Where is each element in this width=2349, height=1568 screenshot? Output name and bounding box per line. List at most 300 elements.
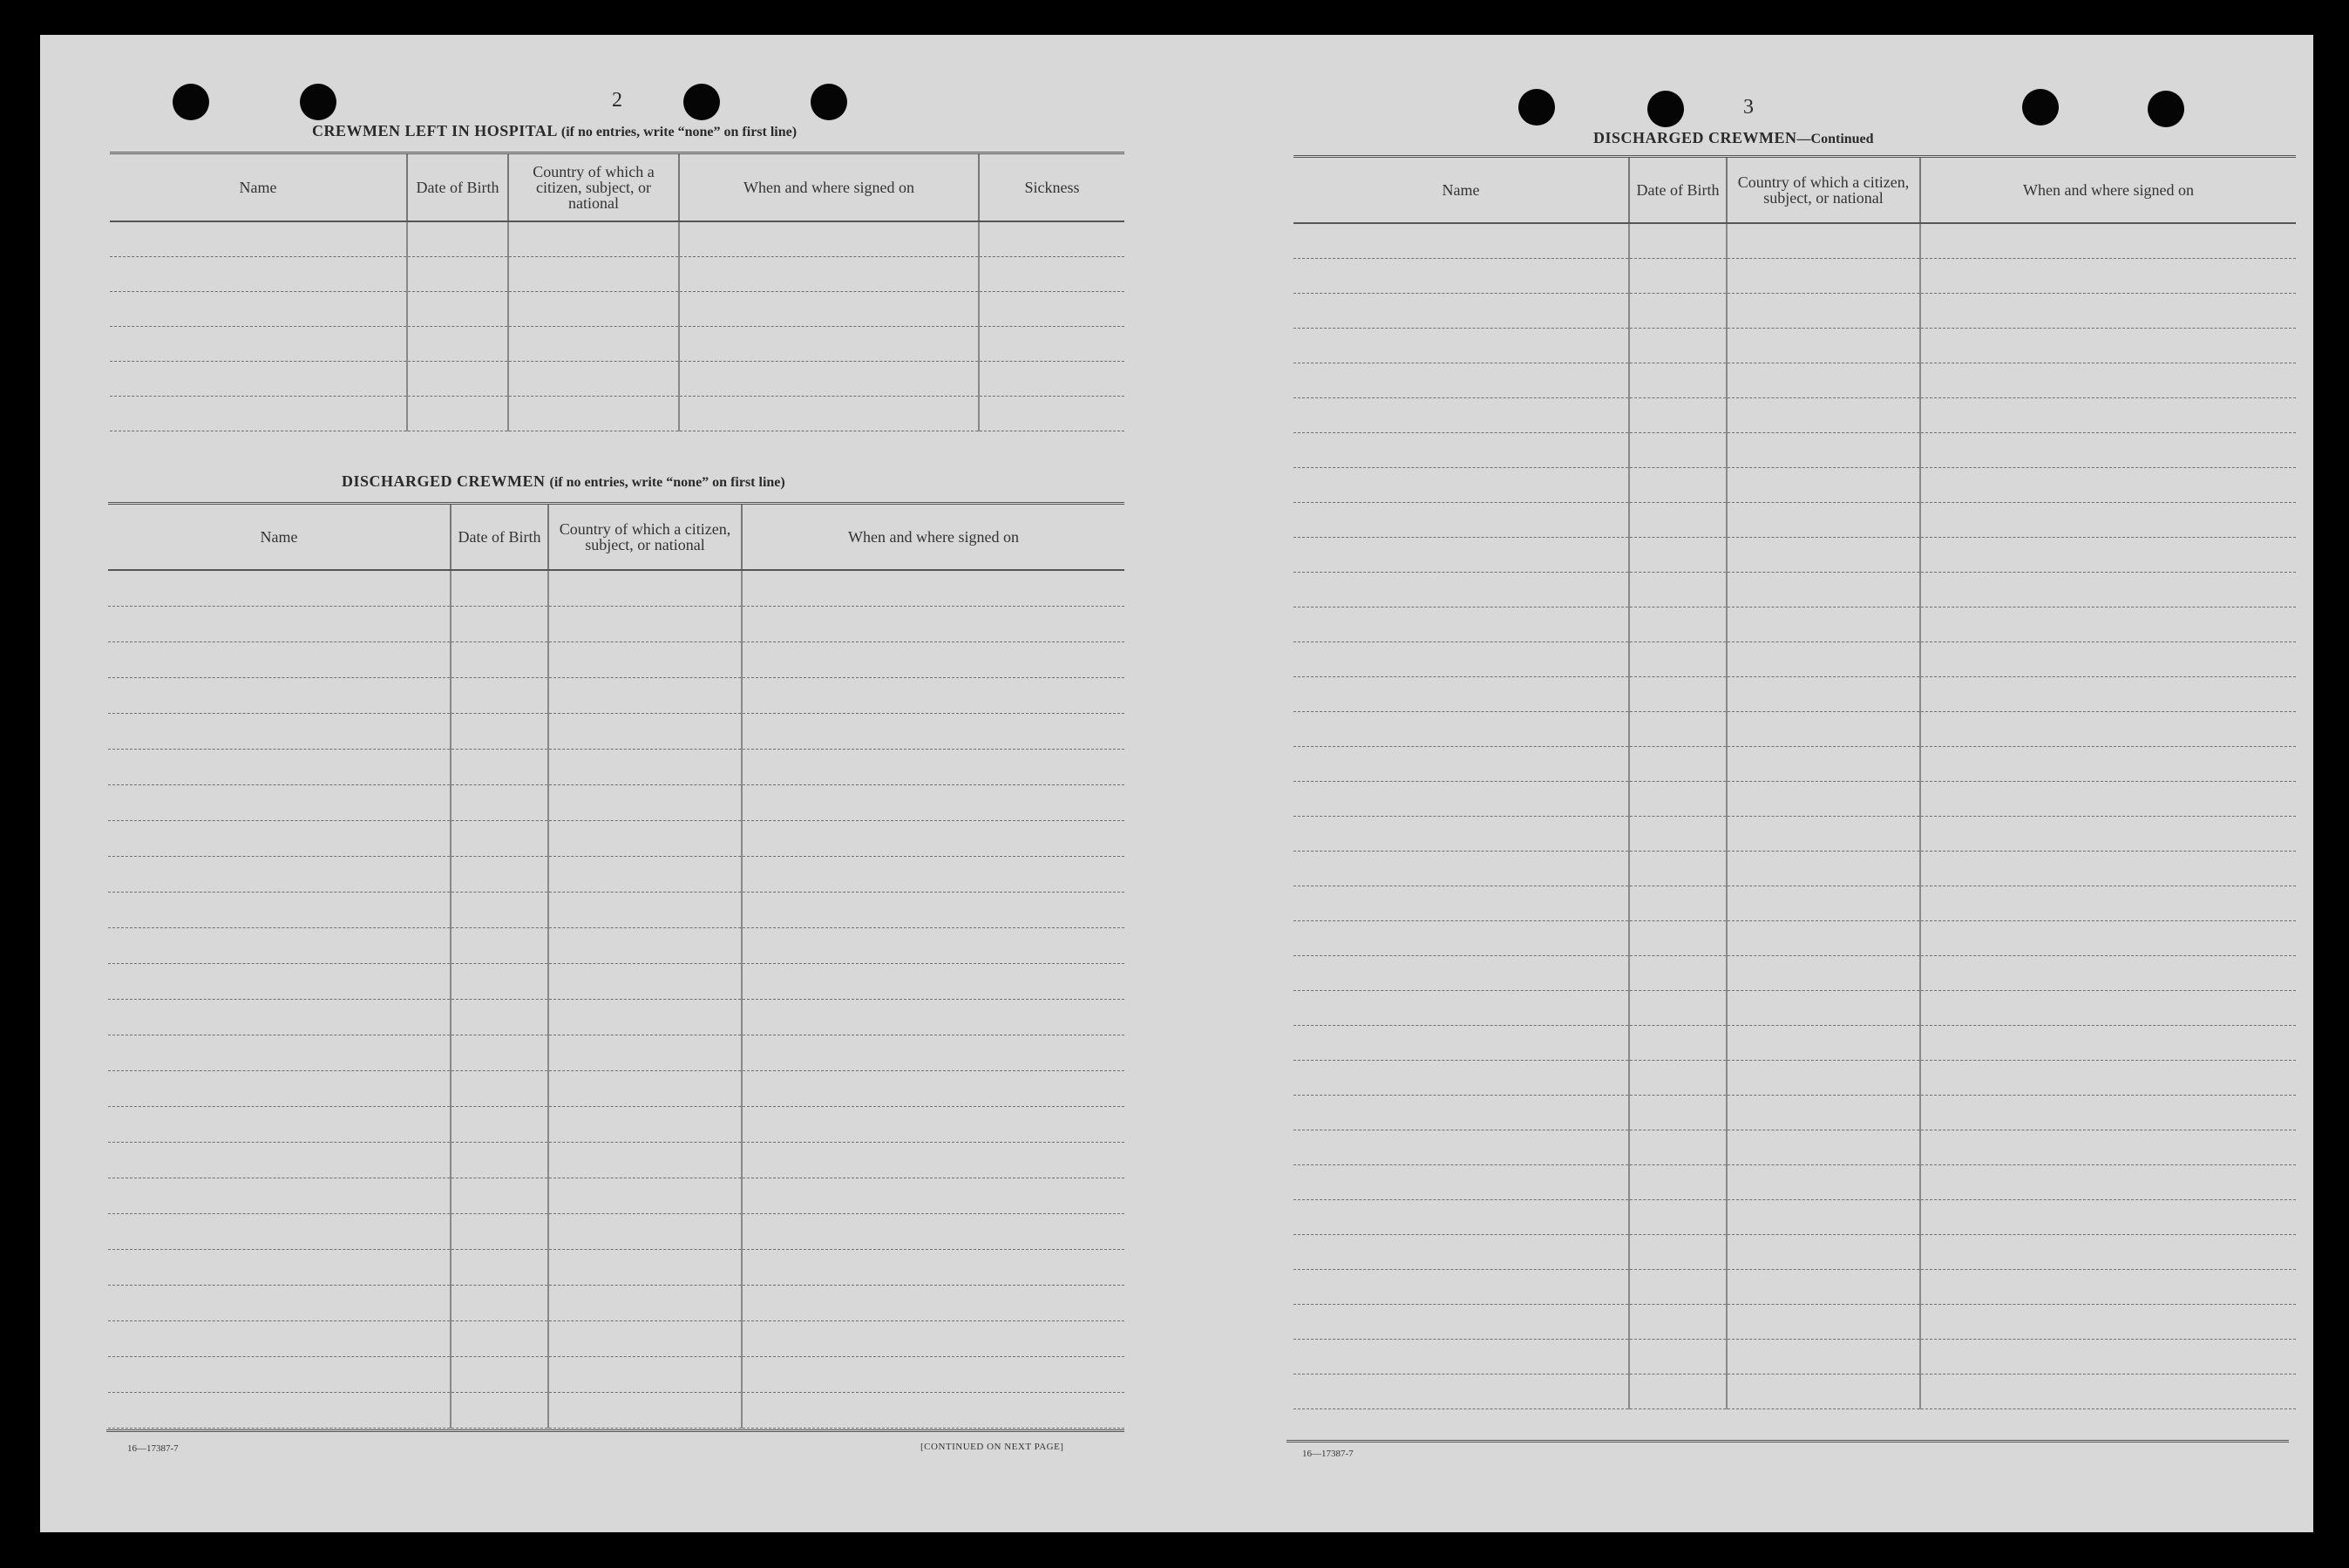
ruled-line [1728, 503, 1919, 538]
ruled-line [1293, 1165, 1628, 1200]
ruled-line [1728, 259, 1919, 294]
ruled-line [1293, 608, 1628, 642]
ruled-line [108, 1286, 450, 1321]
ruled-line [1293, 747, 1628, 782]
ruled-line [549, 607, 741, 642]
ruled-line [1293, 956, 1628, 991]
punch-hole [1518, 89, 1555, 126]
discharged-continued-header [1293, 158, 2296, 224]
ruled-line [1630, 573, 1726, 608]
column-date-of-birth [408, 222, 509, 431]
ruled-line [743, 964, 1124, 1000]
ruled-line [1921, 712, 2296, 747]
column-name [1293, 224, 1630, 1409]
ruled-line [408, 257, 507, 292]
ruled-line [1728, 1061, 1919, 1096]
ruled-line [451, 1321, 547, 1357]
ruled-line [1728, 1200, 1919, 1235]
punch-hole [811, 84, 847, 120]
ruled-line [1630, 886, 1726, 921]
ruled-line [451, 571, 547, 607]
hospital-section-title [312, 122, 797, 140]
ruled-line [980, 327, 1124, 362]
ruled-line [1728, 538, 1919, 573]
ruled-line [451, 1143, 547, 1178]
page-number: 3 [1743, 96, 1754, 119]
ruled-line [108, 1357, 450, 1393]
form-code: 16—17387-7 [127, 1443, 179, 1454]
ruled-line [549, 678, 741, 714]
ruled-line [549, 964, 741, 1000]
ruled-line [108, 571, 450, 607]
ruled-line [1728, 398, 1919, 433]
ruled-line [1728, 677, 1919, 712]
ruled-line [1728, 224, 1919, 259]
ruled-line [110, 257, 406, 292]
column-signed-on [1921, 224, 2296, 1409]
ruled-line [1728, 1026, 1919, 1061]
ruled-line [1630, 224, 1726, 259]
column-name [110, 222, 408, 431]
ruled-line [108, 964, 450, 1000]
ruled-line [1728, 991, 1919, 1026]
column-sickness [980, 222, 1124, 431]
punch-hole [300, 84, 336, 120]
ruled-line [1921, 468, 2296, 503]
ruled-line [1921, 782, 2296, 817]
ruled-line [108, 1107, 450, 1143]
ruled-line [1293, 398, 1628, 433]
column-header-date-of-birth: Date of Birth [408, 154, 509, 221]
ruled-line [451, 893, 547, 928]
ruled-line [451, 1178, 547, 1214]
ruled-line [451, 607, 547, 642]
ruled-line [680, 397, 978, 431]
ruled-line [408, 222, 507, 257]
discharged-continued-title [1593, 129, 1874, 147]
ruled-line [1293, 1096, 1628, 1130]
ruled-line [743, 1286, 1124, 1321]
ruled-line [1293, 1270, 1628, 1305]
ruled-line [108, 714, 450, 750]
ruled-line [549, 785, 741, 821]
ruled-line [451, 821, 547, 857]
ruled-line [1728, 1270, 1919, 1305]
ruled-line [743, 1357, 1124, 1393]
ruled-line [743, 893, 1124, 928]
ruled-line [1293, 1340, 1628, 1375]
ruled-line [408, 292, 507, 327]
ruled-line [743, 1107, 1124, 1143]
ruled-line [980, 292, 1124, 327]
ruled-line [1630, 433, 1726, 468]
ruled-line [1630, 956, 1726, 991]
ruled-line [1921, 677, 2296, 712]
discharged-continued-body [1293, 224, 2296, 1409]
ruled-line [1921, 363, 2296, 398]
column-header-date-of-birth: Date of Birth [1630, 158, 1728, 222]
ruled-line [743, 607, 1124, 642]
ruled-line [1293, 782, 1628, 817]
footer-rule [1287, 1440, 2289, 1442]
ruled-line [451, 1393, 547, 1429]
column-header-signed-on: When and where signed on [848, 528, 1019, 546]
ruled-line [110, 327, 406, 362]
ruled-line [110, 222, 406, 257]
ruled-line [108, 1143, 450, 1178]
hospital-title-note: (if no entries, write “none” on first line) [560, 125, 798, 139]
ruled-line [1630, 677, 1726, 712]
ruled-line [1921, 538, 2296, 573]
discharged-title-note: (if no entries, write “none” on first line) [549, 475, 785, 490]
ruled-line [1630, 747, 1726, 782]
ruled-line [1630, 329, 1726, 363]
ruled-line [549, 1250, 741, 1286]
ruled-line [1921, 1130, 2296, 1165]
discharged-table-body [108, 571, 1124, 1429]
ruled-line [1293, 503, 1628, 538]
discharged-title-text: DISCHARGED CREWMEN [342, 472, 546, 490]
ruled-line [980, 257, 1124, 292]
ruled-line [743, 1143, 1124, 1178]
ruled-line [1728, 886, 1919, 921]
ruled-line [1293, 991, 1628, 1026]
ruled-line [451, 928, 547, 964]
ruled-line [1921, 1165, 2296, 1200]
ruled-line [451, 1250, 547, 1286]
footer-rule [106, 1429, 1124, 1432]
ruled-line [1293, 1026, 1628, 1061]
ruled-line [743, 714, 1124, 750]
ruled-line [743, 821, 1124, 857]
discharged-continued-text: DISCHARGED CREWMEN [1593, 129, 1797, 146]
ruled-line [108, 857, 450, 893]
ruled-line [1630, 1235, 1726, 1270]
ruled-line [1921, 608, 2296, 642]
ruled-line [1630, 294, 1726, 329]
ruled-line [549, 893, 741, 928]
ruled-line [110, 362, 406, 397]
ruled-line [1921, 294, 2296, 329]
ruled-line [1293, 363, 1628, 398]
column-date-of-birth [451, 571, 549, 1429]
ruled-line [1728, 1340, 1919, 1375]
ruled-line [743, 642, 1124, 678]
column-header-name: Name [110, 154, 408, 221]
ruled-line [1921, 1200, 2296, 1235]
column-header-signed-on: When and where signed on [2023, 181, 2194, 199]
ruled-line [110, 292, 406, 327]
ruled-line [1630, 1305, 1726, 1340]
ruled-line [451, 714, 547, 750]
ruled-line [451, 1357, 547, 1393]
ruled-line [549, 1357, 741, 1393]
ruled-line [108, 1035, 450, 1071]
ruled-line [1728, 433, 1919, 468]
ruled-line [1921, 1375, 2296, 1409]
ruled-line [451, 1071, 547, 1107]
ruled-line [1728, 782, 1919, 817]
ruled-line [743, 1000, 1124, 1035]
ruled-line [743, 1321, 1124, 1357]
discharged-table [108, 502, 1124, 1429]
ruled-line [1630, 1375, 1726, 1409]
ruled-line [108, 678, 450, 714]
ruled-line [1921, 747, 2296, 782]
continued-note: [CONTINUED ON NEXT PAGE] [920, 1442, 1064, 1452]
ruled-line [549, 1178, 741, 1214]
column-signed-on [743, 571, 1124, 1429]
ruled-line [1921, 224, 2296, 259]
ruled-line [451, 964, 547, 1000]
ruled-line [1728, 363, 1919, 398]
ruled-line [1921, 1305, 2296, 1340]
ruled-line [549, 1393, 741, 1429]
ruled-line [1728, 712, 1919, 747]
ruled-line [451, 1286, 547, 1321]
ruled-line [1293, 329, 1628, 363]
ruled-line [509, 257, 678, 292]
ruled-line [451, 857, 547, 893]
ruled-line [549, 750, 741, 785]
ruled-line [1630, 642, 1726, 677]
ruled-line [1630, 1130, 1726, 1165]
ruled-line [108, 821, 450, 857]
column-header-name: Name [108, 505, 451, 569]
ruled-line [1728, 608, 1919, 642]
ruled-line [980, 397, 1124, 431]
ruled-line [743, 785, 1124, 821]
ruled-line [509, 292, 678, 327]
ruled-line [1921, 886, 2296, 921]
punch-hole [683, 84, 720, 120]
ruled-line [1630, 608, 1726, 642]
ruled-line [451, 1107, 547, 1143]
discharged-section-title [342, 472, 785, 491]
ruled-line [108, 750, 450, 785]
ruled-line [549, 1071, 741, 1107]
column-header-country: Country of which a citizen, subject, or national [509, 154, 680, 221]
discharged-continued-suffix: —Continued [1796, 132, 1874, 146]
hospital-title-text: CREWMEN LEFT IN HOSPITAL [312, 122, 557, 139]
ruled-line [108, 1071, 450, 1107]
ruled-line [549, 1143, 741, 1178]
ruled-line [1293, 1130, 1628, 1165]
punch-hole [2022, 89, 2059, 126]
ruled-line [451, 1000, 547, 1035]
ruled-line [1293, 921, 1628, 956]
column-header-date-of-birth: Date of Birth [451, 505, 549, 569]
ruled-line [1728, 642, 1919, 677]
ruled-line [1630, 1270, 1726, 1305]
ruled-line [451, 785, 547, 821]
ruled-line [1293, 224, 1628, 259]
ruled-line [743, 1250, 1124, 1286]
ruled-line [1630, 503, 1726, 538]
ruled-line [1630, 1061, 1726, 1096]
ruled-line [1630, 1200, 1726, 1235]
ruled-line [743, 857, 1124, 893]
ruled-line [1728, 468, 1919, 503]
ruled-line [108, 1178, 450, 1214]
ruled-line [1293, 677, 1628, 712]
ruled-line [1728, 747, 1919, 782]
ruled-line [108, 1393, 450, 1429]
column-header-name: Name [1293, 158, 1630, 222]
ruled-line [549, 642, 741, 678]
discharged-table-header [108, 505, 1124, 571]
ruled-line [743, 571, 1124, 607]
ruled-line [1293, 538, 1628, 573]
ruled-line [1921, 433, 2296, 468]
ruled-line [680, 362, 978, 397]
hospital-table-body [110, 222, 1124, 431]
ruled-line [108, 928, 450, 964]
ruled-line [1630, 1026, 1726, 1061]
ruled-line [549, 821, 741, 857]
ruled-line [509, 397, 678, 431]
ruled-line [1293, 294, 1628, 329]
ruled-line [108, 1214, 450, 1250]
ruled-line [1921, 573, 2296, 608]
ruled-line [1630, 468, 1726, 503]
ruled-line [1293, 1200, 1628, 1235]
ruled-line [549, 1321, 741, 1357]
column-header-sickness: Sickness [1024, 179, 1080, 196]
ruled-line [1921, 991, 2296, 1026]
ruled-line [1921, 921, 2296, 956]
ruled-line [1728, 817, 1919, 852]
ruled-line [1293, 1305, 1628, 1340]
ruled-line [980, 222, 1124, 257]
ruled-line [1293, 886, 1628, 921]
ruled-line [1921, 642, 2296, 677]
ruled-line [1293, 259, 1628, 294]
ruled-line [108, 1321, 450, 1357]
ruled-line [1630, 538, 1726, 573]
column-name [108, 571, 451, 1429]
discharged-continued-table [1293, 155, 2296, 1409]
ruled-line [1728, 1096, 1919, 1130]
ruled-line [549, 1214, 741, 1250]
ruled-line [1921, 1270, 2296, 1305]
column-header-country: Country of which a citizen, subject, or national [1728, 158, 1921, 222]
column-country [509, 222, 680, 431]
ruled-line [1630, 1096, 1726, 1130]
ruled-line [1728, 1130, 1919, 1165]
ruled-line [1728, 573, 1919, 608]
ruled-line [1728, 852, 1919, 886]
ruled-line [1630, 921, 1726, 956]
ruled-line [1293, 1235, 1628, 1270]
ruled-line [1293, 1375, 1628, 1409]
ruled-line [1630, 782, 1726, 817]
ruled-line [108, 642, 450, 678]
ruled-line [108, 893, 450, 928]
ruled-line [408, 362, 507, 397]
hospital-table-header [110, 154, 1124, 222]
ruled-line [1630, 852, 1726, 886]
ruled-line [743, 1214, 1124, 1250]
ruled-line [743, 1393, 1124, 1429]
ruled-line [1728, 329, 1919, 363]
ruled-line [1630, 1340, 1726, 1375]
punch-hole [1647, 91, 1684, 127]
ruled-line [1630, 259, 1726, 294]
ruled-line [1630, 398, 1726, 433]
ruled-line [108, 607, 450, 642]
ruled-line [1630, 363, 1726, 398]
ruled-line [549, 571, 741, 607]
ruled-line [1630, 712, 1726, 747]
ruled-line [1921, 1061, 2296, 1096]
ruled-line [451, 678, 547, 714]
ruled-line [1728, 1375, 1919, 1409]
ruled-line [549, 1107, 741, 1143]
ruled-line [1728, 1235, 1919, 1270]
ruled-line [1921, 852, 2296, 886]
ruled-line [1293, 817, 1628, 852]
ruled-line [1728, 921, 1919, 956]
ruled-line [1293, 712, 1628, 747]
ruled-line [549, 1000, 741, 1035]
ruled-line [108, 1250, 450, 1286]
document-sheet [40, 35, 2313, 1532]
ruled-line [509, 362, 678, 397]
ruled-line [743, 928, 1124, 964]
ruled-line [549, 1035, 741, 1071]
ruled-line [1921, 1096, 2296, 1130]
ruled-line [549, 714, 741, 750]
column-signed-on [680, 222, 980, 431]
ruled-line [1630, 817, 1726, 852]
ruled-line [1728, 294, 1919, 329]
ruled-line [980, 362, 1124, 397]
ruled-line [451, 750, 547, 785]
ruled-line [108, 1000, 450, 1035]
ruled-line [743, 750, 1124, 785]
column-country [1728, 224, 1921, 1409]
ruled-line [549, 857, 741, 893]
right-page [1177, 35, 2313, 1532]
punch-hole [173, 84, 209, 120]
ruled-line [1728, 1165, 1919, 1200]
ruled-line [451, 642, 547, 678]
ruled-line [408, 327, 507, 362]
ruled-line [451, 1035, 547, 1071]
ruled-line [1630, 1165, 1726, 1200]
ruled-line [1921, 1340, 2296, 1375]
ruled-line [743, 678, 1124, 714]
ruled-line [1921, 1026, 2296, 1061]
ruled-line [1293, 852, 1628, 886]
hospital-table [110, 152, 1124, 431]
ruled-line [1921, 329, 2296, 363]
ruled-line [509, 222, 678, 257]
form-code: 16—17387-7 [1302, 1449, 1354, 1459]
ruled-line [1293, 1061, 1628, 1096]
ruled-line [1293, 468, 1628, 503]
ruled-line [1921, 817, 2296, 852]
left-page [40, 35, 1177, 1532]
ruled-line [110, 397, 406, 431]
ruled-line [743, 1035, 1124, 1071]
ruled-line [1921, 956, 2296, 991]
ruled-line [680, 222, 978, 257]
ruled-line [549, 928, 741, 964]
ruled-line [1293, 433, 1628, 468]
ruled-line [1921, 398, 2296, 433]
